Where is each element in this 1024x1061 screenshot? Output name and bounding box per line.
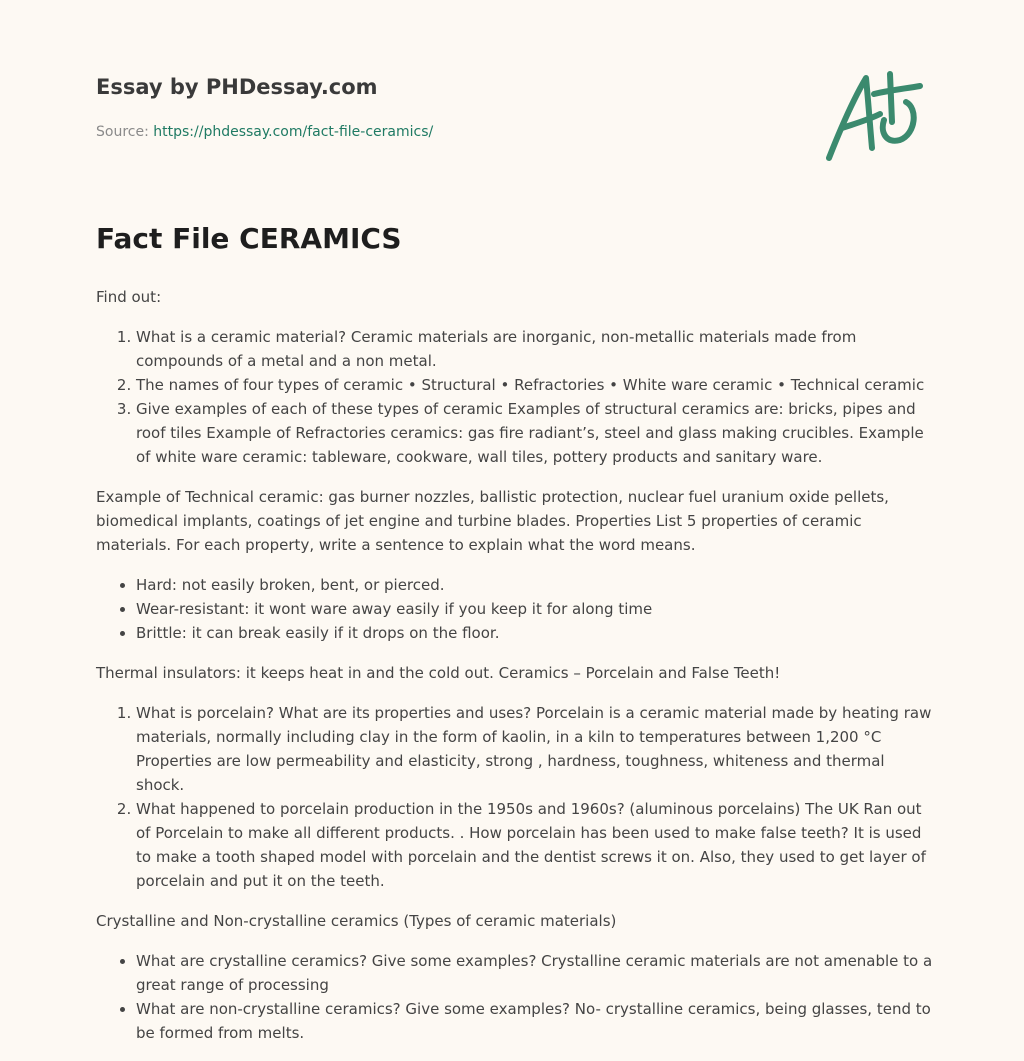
list-item: • What are crystalline ceramics? Give some examples? Crystalline ceramic materials are not amenable to a great range of processing [136, 949, 936, 997]
list-item: 2. The names of four types of ceramic • Structural • Refractories • White ware ceramic • Technical ceramic [136, 373, 936, 397]
intro-paragraph: Find out: [96, 288, 162, 306]
ordered-list-porcelain [96, 701, 936, 893]
site-brand: Essay by PHDessay.com [96, 75, 378, 99]
list-item: 3. Give examples of each of these types of ceramic Examples of structural ceramics are: bricks, pipes and roof tiles Example of Refractories ceramics: gas fire radiant’s, steel and glass making crucibles. Example of white ware ceramic: tableware, cookware, wall tiles, pottery products and sanitary ware. [136, 397, 936, 469]
list-item: 1. What is porcelain? What are its properties and uses? Porcelain is a ceramic material made by heating raw materials, normally including clay in the form of kaolin, in a kiln to temperatures between 1,200 °C Properties are low permeability and elasticity, strong , hardness, toughness, whiteness and thermal shock. [136, 701, 936, 797]
source-line [96, 124, 433, 140]
list-item: • What are non-crystalline ceramics? Give some examples? No- crystalline ceramics, being glasses, tend to be formed from melts. [136, 997, 936, 1045]
essay-body [96, 285, 936, 1061]
list-item: 2. What happened to porcelain production in the 1950s and 1960s? (aluminous porcelains) The UK Ran out of Porcelain to make all different products. . How porcelain has been used to make false teeth? It is used to make a tooth shaped model with porcelain and the dentist screws it on. Also, they used to get layer of porcelain and put it on the teeth. [136, 797, 936, 893]
technical-paragraph: Example of Technical ceramic: gas burner nozzles, ballistic protection, nuclear fuel uranium oxide pellets, biomedical implants, coatings of jet engine and turbine blades. Properties List 5 properties of ceramic materials. For each property, write a sentence to explain what the word means. [96, 488, 889, 554]
bullet-list-properties [96, 573, 936, 645]
list-item: • Hard: not easily broken, bent, or pierced. [136, 573, 936, 597]
list-item: • Wear-resistant: it wont ware away easily if you keep it for along time [136, 597, 936, 621]
list-item: 1. What is a ceramic material? Ceramic materials are inorganic, non-metallic materials made from compounds of a metal and a non metal. [136, 325, 936, 373]
essay-title: Fact File CERAMICS [96, 222, 402, 255]
source-link[interactable]: https://phdessay.com/fact-file-ceramics/ [153, 124, 434, 140]
crystalline-paragraph: Crystalline and Non-crystalline ceramics (Types of ceramic materials) [96, 912, 617, 930]
thermal-paragraph: Thermal insulators: it keeps heat in and the cold out. Ceramics – Porcelain and False Teeth! [96, 664, 781, 682]
a-plus-logo-icon [822, 68, 932, 166]
list-item: • Brittle: it can break easily if it drops on the floor. [136, 621, 936, 645]
ordered-list-ceramics [96, 325, 936, 469]
source-label: Source: [96, 124, 154, 140]
bullet-list-crystalline [96, 949, 936, 1045]
